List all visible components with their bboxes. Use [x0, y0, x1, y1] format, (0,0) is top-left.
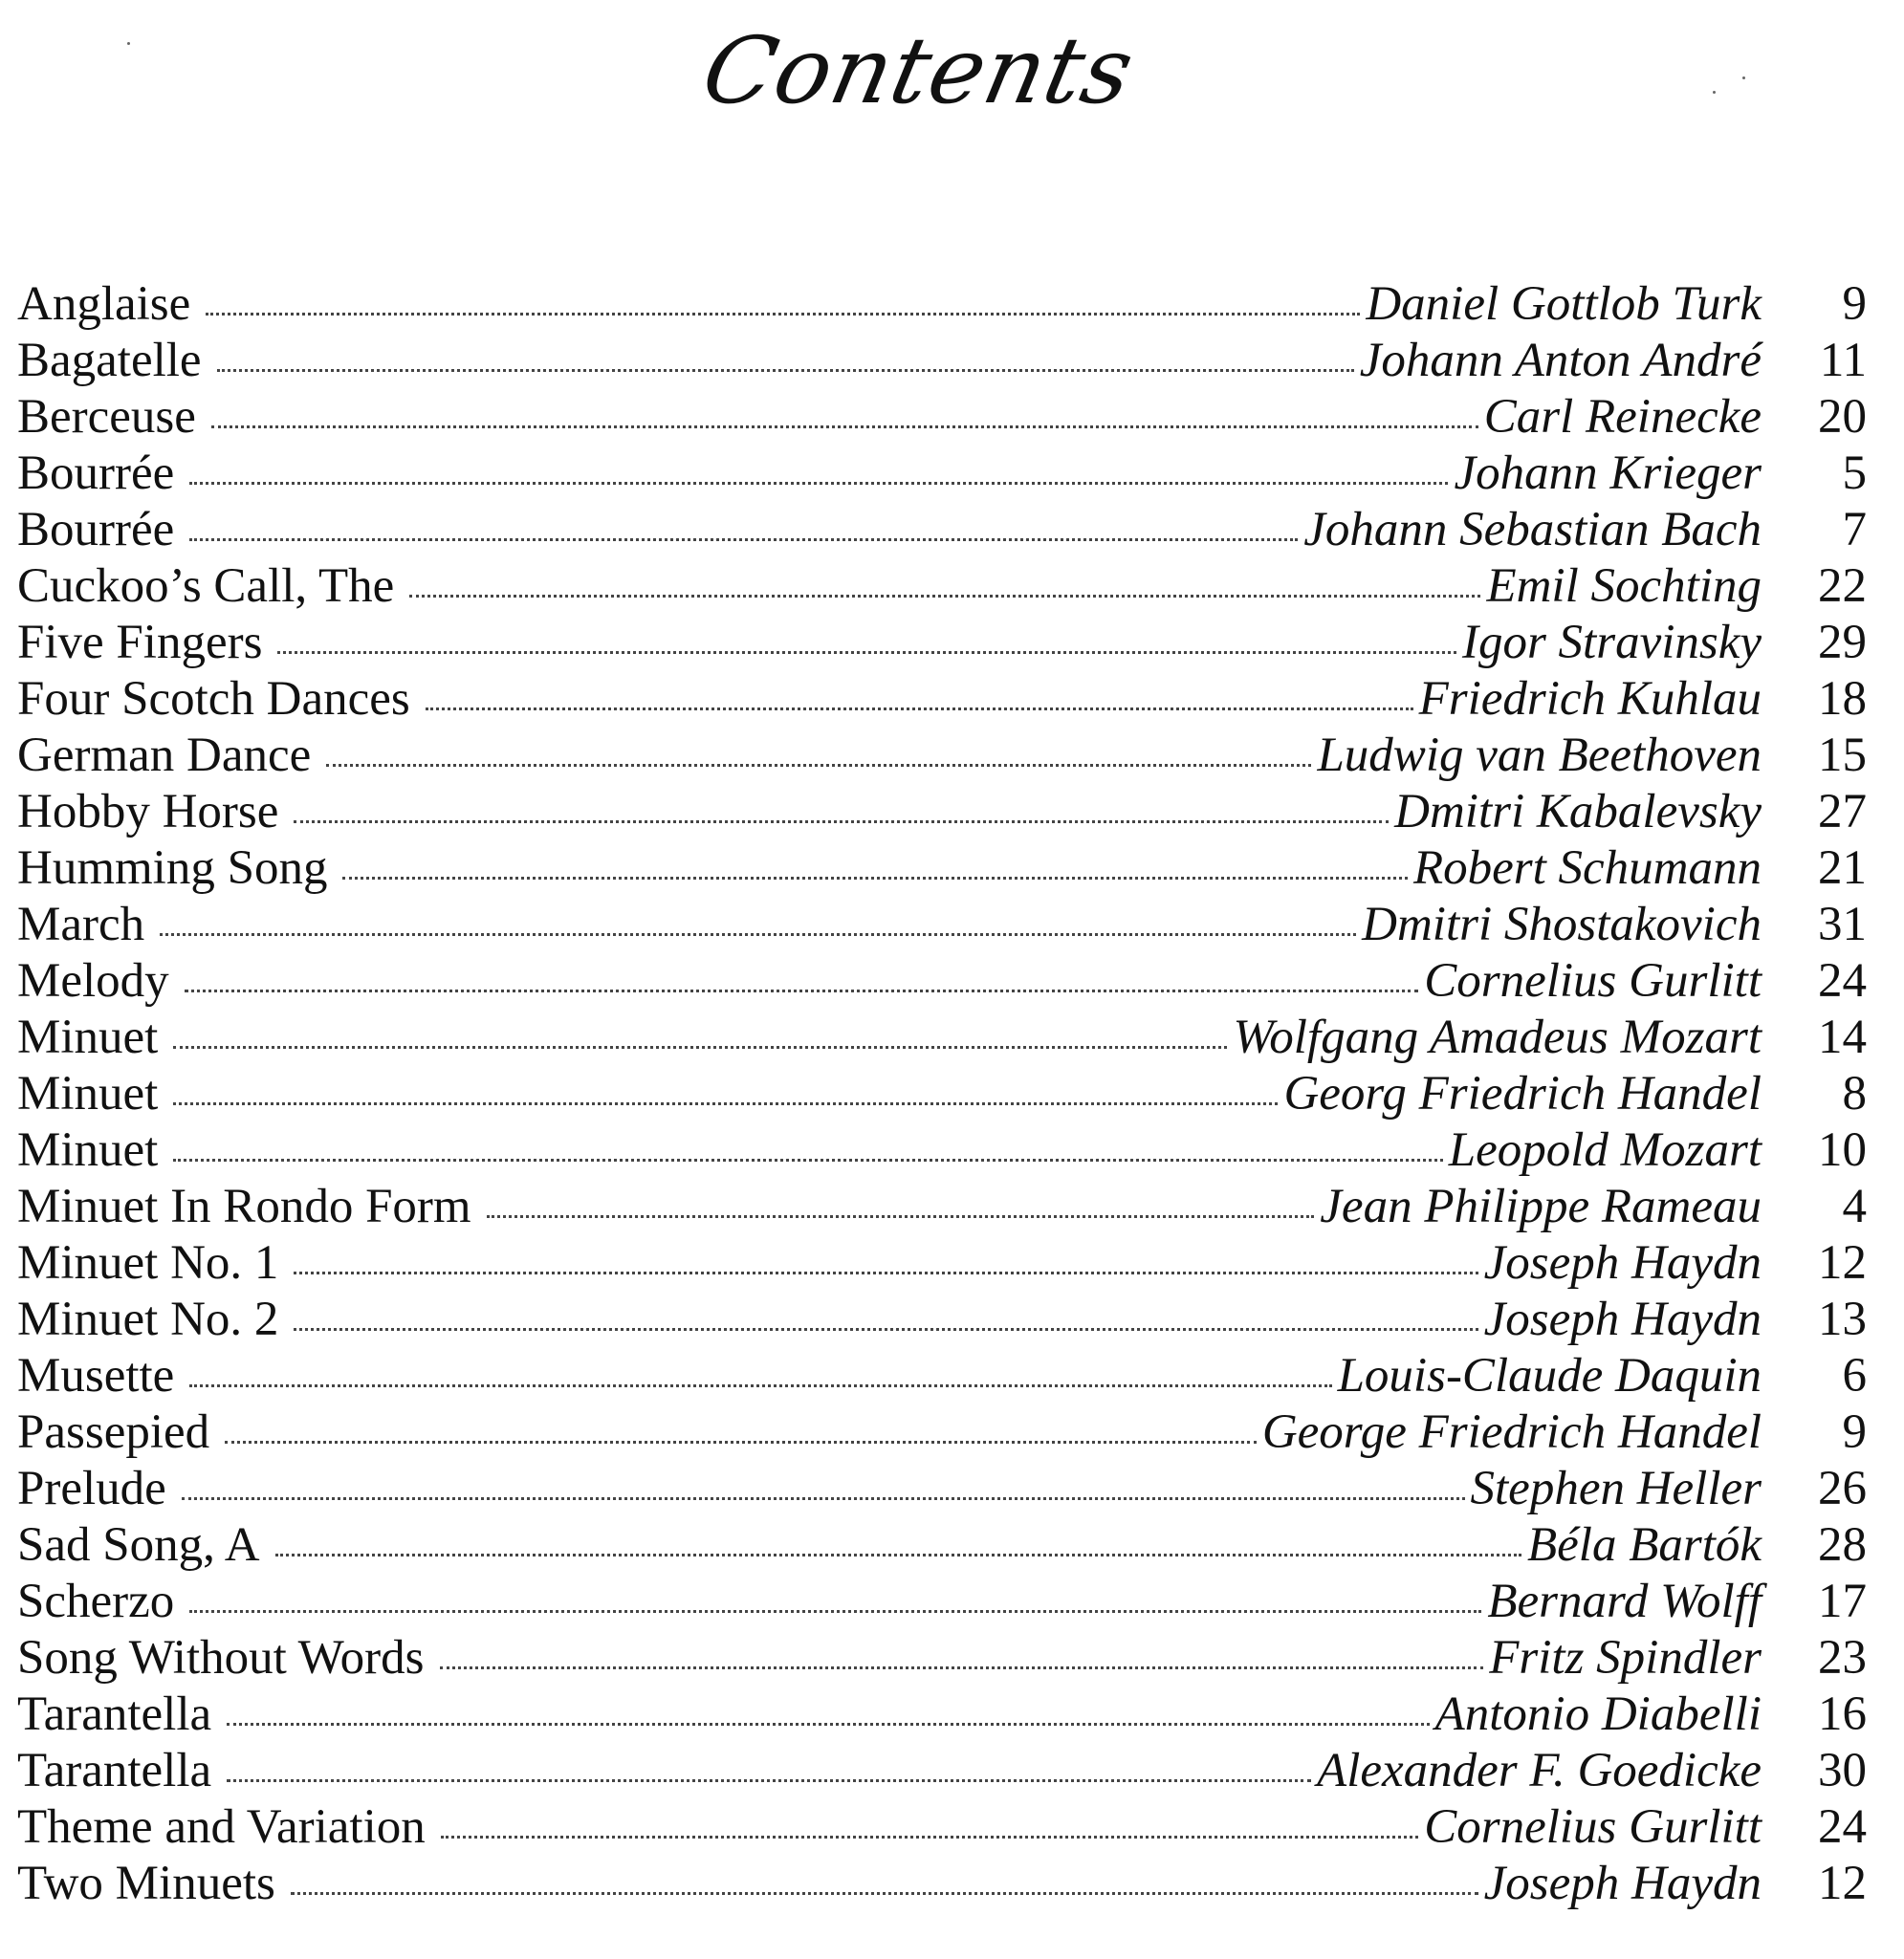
- piece-title: Minuet: [17, 1123, 159, 1177]
- piece-title: Theme and Variation: [17, 1800, 426, 1854]
- piece-title: Anglaise: [17, 277, 191, 331]
- contents-entry[interactable]: [17, 389, 1872, 446]
- composer-name: Johann Sebastian Bach: [1303, 503, 1762, 556]
- dot-leader: [211, 425, 1478, 428]
- paper-speck: [1713, 91, 1716, 94]
- dot-leader: [206, 313, 1360, 316]
- page-number: 30: [1818, 1744, 1867, 1797]
- composer-name: Daniel Gottlob Turk: [1366, 277, 1762, 331]
- composer-name: Dmitri Shostakovich: [1362, 898, 1762, 951]
- dot-leader: [291, 1892, 1478, 1895]
- contents-entry[interactable]: [17, 1404, 1872, 1461]
- page-number: 5: [1842, 446, 1867, 500]
- page-number: 7: [1842, 503, 1867, 556]
- piece-title: Melody: [17, 954, 169, 1008]
- page-number: 23: [1818, 1631, 1867, 1685]
- contents-entry[interactable]: [17, 1122, 1872, 1179]
- dot-leader: [326, 764, 1311, 767]
- page-number: 20: [1818, 390, 1867, 444]
- dot-leader: [189, 1610, 1481, 1613]
- page-number: 27: [1818, 785, 1867, 838]
- contents-entry[interactable]: [17, 728, 1872, 784]
- dot-leader: [409, 595, 1480, 598]
- page-number: 26: [1818, 1462, 1867, 1515]
- contents-entry[interactable]: [17, 1687, 1872, 1743]
- dot-leader: [173, 1159, 1442, 1162]
- page-number: 16: [1818, 1687, 1867, 1741]
- composer-name: Jean Philippe Rameau: [1320, 1180, 1762, 1233]
- composer-name: Robert Schumann: [1412, 841, 1762, 895]
- composer-name: Joseph Haydn: [1483, 1293, 1762, 1346]
- piece-title: Scherzo: [17, 1575, 175, 1628]
- contents-entry[interactable]: [17, 446, 1872, 502]
- page-number: 9: [1842, 1405, 1867, 1459]
- piece-title: March: [17, 898, 145, 951]
- page-number: 13: [1818, 1293, 1867, 1346]
- paper-speck: [1742, 76, 1745, 79]
- composer-name: Cornelius Gurlitt: [1424, 1800, 1762, 1854]
- dot-leader: [185, 990, 1419, 992]
- piece-title: Minuet: [17, 1011, 159, 1064]
- piece-title: German Dance: [17, 729, 312, 782]
- contents-entry[interactable]: [17, 1179, 1872, 1235]
- contents-entry[interactable]: [17, 276, 1872, 333]
- composer-name: Dmitri Kabalevsky: [1394, 785, 1762, 838]
- dot-leader: [173, 1102, 1278, 1105]
- dot-leader: [275, 1554, 1521, 1556]
- dot-leader: [441, 1836, 1418, 1839]
- page-number: 21: [1818, 841, 1867, 895]
- piece-title: Minuet In Rondo Form: [17, 1180, 471, 1233]
- composer-name: Johann Anton André: [1359, 334, 1762, 387]
- contents-entry[interactable]: [17, 1574, 1872, 1630]
- composer-name: Friedrich Kuhlau: [1418, 672, 1762, 726]
- page-number: 10: [1818, 1123, 1867, 1177]
- composer-name: Emil Sochting: [1486, 559, 1762, 613]
- page-number: 8: [1842, 1067, 1867, 1121]
- dot-leader: [294, 820, 1389, 823]
- contents-entry[interactable]: [17, 1010, 1872, 1066]
- page-number: 28: [1818, 1518, 1867, 1572]
- contents-entry[interactable]: [17, 333, 1872, 389]
- piece-title: Bourrée: [17, 503, 175, 556]
- composer-name: Wolfgang Amadeus Mozart: [1233, 1011, 1762, 1064]
- page-number: 24: [1818, 954, 1867, 1008]
- contents-entry[interactable]: [17, 1799, 1872, 1856]
- dot-leader: [294, 1328, 1477, 1331]
- piece-title: Four Scotch Dances: [17, 672, 410, 726]
- page-number: 17: [1818, 1575, 1867, 1628]
- dot-leader: [173, 1046, 1227, 1049]
- composer-name: Louis-Claude Daquin: [1337, 1349, 1762, 1403]
- page-title: Contents: [693, 17, 1144, 124]
- dot-leader: [440, 1666, 1484, 1669]
- page-number: 12: [1818, 1857, 1867, 1910]
- piece-title: Song Without Words: [17, 1631, 425, 1685]
- piece-title: Minuet: [17, 1067, 159, 1121]
- dot-leader: [160, 933, 1356, 936]
- page-number: 9: [1842, 277, 1867, 331]
- composer-name: Alexander F. Goedicke: [1317, 1744, 1762, 1797]
- dot-leader: [182, 1497, 1465, 1500]
- page-number: 4: [1842, 1180, 1867, 1233]
- dot-leader: [294, 1272, 1477, 1274]
- contents-entry[interactable]: [17, 502, 1872, 558]
- piece-title: Passepied: [17, 1405, 210, 1459]
- page-number: 31: [1818, 898, 1867, 951]
- contents-entry[interactable]: [17, 1292, 1872, 1348]
- piece-title: Tarantella: [17, 1744, 212, 1797]
- page-number: 22: [1818, 559, 1867, 613]
- page-number: 11: [1819, 334, 1867, 387]
- contents-entry[interactable]: [17, 1235, 1872, 1292]
- piece-title: Bagatelle: [17, 334, 202, 387]
- contents-entry[interactable]: [17, 1856, 1872, 1912]
- dot-leader: [487, 1215, 1315, 1218]
- contents-entry[interactable]: [17, 1461, 1872, 1517]
- composer-name: Béla Bartók: [1526, 1518, 1762, 1572]
- contents-entry[interactable]: [17, 953, 1872, 1010]
- contents-entry[interactable]: [17, 671, 1872, 728]
- contents-entry[interactable]: [17, 840, 1872, 897]
- dot-leader: [426, 707, 1413, 710]
- piece-title: Minuet No. 2: [17, 1293, 279, 1346]
- paper-speck: [127, 42, 130, 45]
- composer-name: Cornelius Gurlitt: [1424, 954, 1762, 1008]
- composer-name: George Friedrich Handel: [1261, 1405, 1762, 1459]
- dot-leader: [277, 651, 1456, 654]
- piece-title: Two Minuets: [17, 1857, 275, 1910]
- composer-name: Bernard Wolff: [1487, 1575, 1762, 1628]
- contents-entry[interactable]: [17, 1630, 1872, 1687]
- contents-entry[interactable]: [17, 558, 1872, 615]
- contents-list: [17, 276, 1872, 1912]
- composer-name: Ludwig van Beethoven: [1317, 729, 1762, 782]
- piece-title: Bourrée: [17, 446, 175, 500]
- page-number: 18: [1818, 672, 1867, 726]
- composer-name: Stephen Heller: [1470, 1462, 1762, 1515]
- piece-title: Musette: [17, 1349, 175, 1403]
- composer-name: Leopold Mozart: [1448, 1123, 1762, 1177]
- dot-leader: [342, 877, 1408, 880]
- dot-leader: [227, 1723, 1429, 1726]
- piece-title: Cuckoo’s Call, The: [17, 559, 395, 613]
- composer-name: Igor Stravinsky: [1461, 616, 1762, 669]
- contents-entry[interactable]: [17, 1743, 1872, 1799]
- piece-title: Humming Song: [17, 841, 328, 895]
- piece-title: Minuet No. 1: [17, 1236, 279, 1290]
- composer-name: Joseph Haydn: [1483, 1236, 1762, 1290]
- composer-name: Georg Friedrich Handel: [1283, 1067, 1762, 1121]
- dot-leader: [189, 482, 1448, 485]
- composer-name: Joseph Haydn: [1483, 1857, 1762, 1910]
- page-number: 24: [1818, 1800, 1867, 1854]
- piece-title: Prelude: [17, 1462, 166, 1515]
- dot-leader: [225, 1441, 1257, 1444]
- piece-title: Five Fingers: [17, 616, 263, 669]
- dot-leader: [227, 1779, 1311, 1782]
- dot-leader: [217, 369, 1354, 372]
- piece-title: Berceuse: [17, 390, 196, 444]
- contents-entry[interactable]: [17, 897, 1872, 953]
- contents-entry[interactable]: [17, 1066, 1872, 1122]
- contents-entry[interactable]: [17, 784, 1872, 840]
- piece-title: Sad Song, A: [17, 1518, 260, 1572]
- dot-leader: [189, 1384, 1331, 1387]
- page-number: 12: [1818, 1236, 1867, 1290]
- piece-title: Tarantella: [17, 1687, 212, 1741]
- contents-entry[interactable]: [17, 615, 1872, 671]
- contents-entry[interactable]: [17, 1348, 1872, 1404]
- composer-name: Fritz Spindler: [1489, 1631, 1762, 1685]
- page-number: 6: [1842, 1349, 1867, 1403]
- page-number: 14: [1818, 1011, 1867, 1064]
- page-number: 15: [1818, 729, 1867, 782]
- dot-leader: [189, 538, 1298, 541]
- composer-name: Carl Reinecke: [1483, 390, 1762, 444]
- piece-title: Hobby Horse: [17, 785, 279, 838]
- composer-name: Antonio Diabelli: [1434, 1687, 1762, 1741]
- composer-name: Johann Krieger: [1454, 446, 1762, 500]
- contents-entry[interactable]: [17, 1517, 1872, 1574]
- page-number: 29: [1818, 616, 1867, 669]
